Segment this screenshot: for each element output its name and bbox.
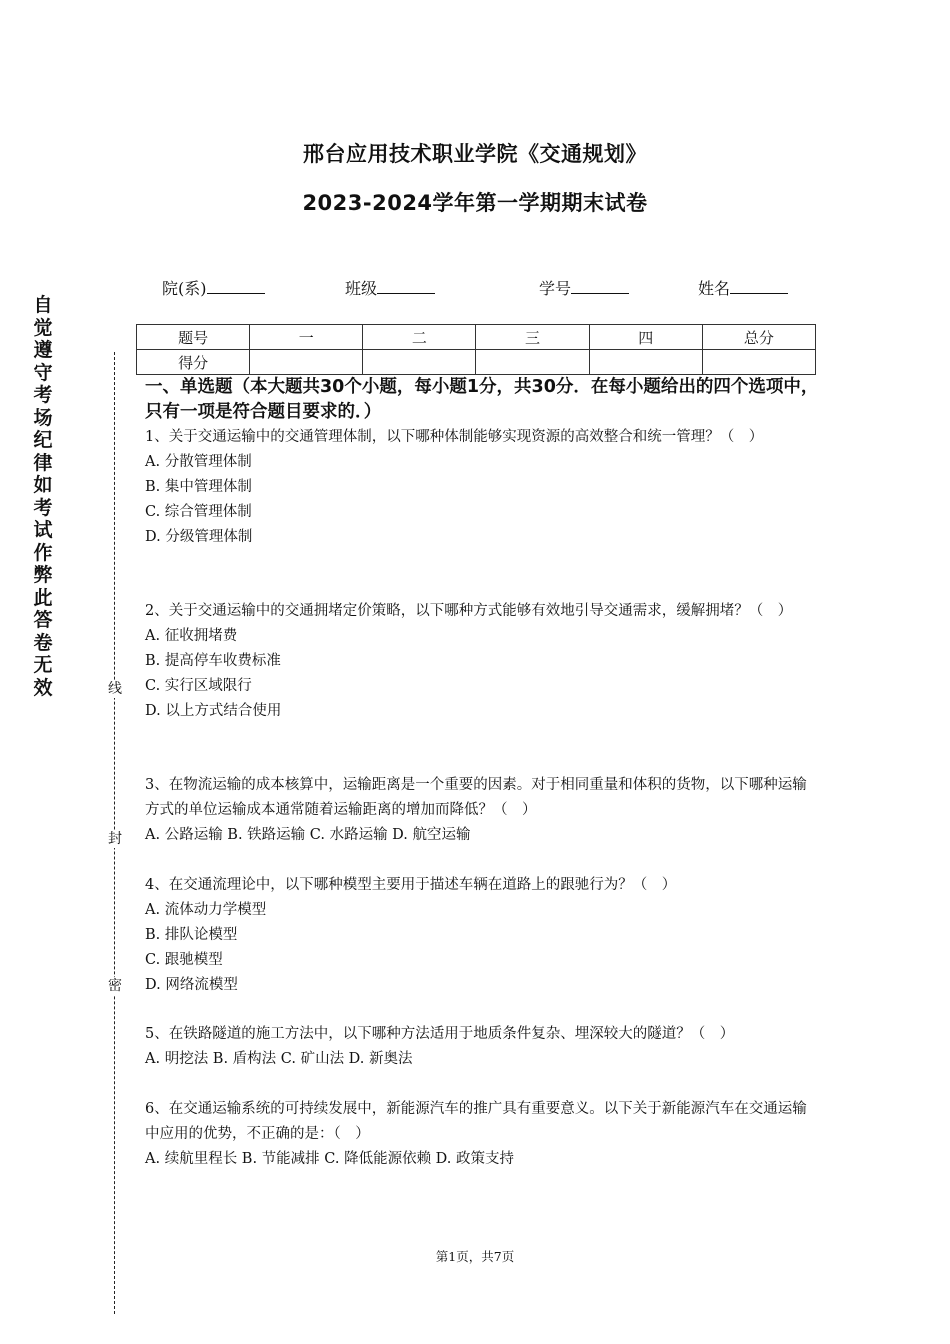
option-b: B. 提高停车收费标准	[145, 653, 281, 669]
question-6	[145, 1097, 817, 1172]
option-a: A. 分散管理体制	[145, 454, 252, 470]
notice-char: 此	[33, 586, 53, 609]
option-d: D. 以上方式结合使用	[145, 703, 282, 719]
option-line: A. 续航里程长 B. 节能减排 C. 降低能源依赖 D. 政策支持	[145, 1151, 515, 1167]
name-field	[698, 276, 788, 299]
score-header-cell: 总分	[702, 325, 815, 350]
notice-char: 效	[33, 676, 53, 699]
notice-char: 如	[33, 474, 53, 496]
notice-char: 场	[33, 406, 53, 429]
score-table-score-row	[137, 350, 816, 375]
student-id-field	[539, 276, 629, 299]
notice-char: 纪	[33, 429, 53, 451]
question-stem: 5、在铁路隧道的施工方法中，以下哪种方法适用于地质条件复杂、埋深较大的隧道？（ ）	[145, 1026, 735, 1042]
option-a: A. 流体动力学模型	[145, 902, 267, 918]
option-d: D. 网络流模型	[145, 977, 238, 993]
question-stem: 6、在交通运输系统的可持续发展中，新能源汽车的推广具有重要意义。以下关于新能源汽车在交通运输中应用的优势，不正确的是：（ ）	[145, 1101, 807, 1142]
notice-char: 作	[33, 541, 53, 564]
question-stem: 3、在物流运输的成本核算中，运输距离是一个重要的因素。对于相同重量和体积的货物，以下哪种运输方式的单位运输成本通常随着运输距离的增加而降低？（ ）	[145, 777, 807, 818]
notice-char: 答	[33, 609, 53, 631]
notice-char: 守	[33, 361, 53, 384]
score-header-cell: 四	[589, 325, 702, 350]
option-c: C. 跟驰模型	[145, 952, 223, 968]
class-label: 班级	[345, 279, 378, 298]
option-line: A. 公路运输 B. 铁路运输 C. 水路运输 D. 航空运输	[145, 827, 471, 843]
notice-char: 无	[33, 654, 53, 676]
exam-title-line2: 2023-2024学年第一学期期末试卷	[302, 191, 648, 215]
question-5	[145, 1022, 817, 1072]
department-label: 院(系)	[162, 279, 207, 298]
question-2	[145, 599, 817, 724]
notice-char: 自	[33, 294, 53, 316]
question-stem: 2、关于交通运输中的交通拥堵定价策略，以下哪种方式能够有效地引导交通需求，缓解拥堵？（ ）	[145, 603, 793, 619]
exam-discipline-notice	[30, 294, 56, 699]
notice-char: 试	[33, 519, 53, 541]
notice-char: 考	[33, 496, 53, 519]
student-id-blank[interactable]	[571, 279, 629, 294]
notice-char: 遵	[33, 339, 53, 361]
class-field	[345, 276, 435, 299]
question-4	[145, 873, 817, 998]
score-cell-2[interactable]	[363, 350, 476, 375]
score-cell-3[interactable]	[476, 350, 589, 375]
score-cell-1[interactable]	[250, 350, 363, 375]
seal-mark-line: 线	[108, 681, 122, 697]
class-blank[interactable]	[377, 279, 435, 294]
section-heading: 一、单选题（本大题共30个小题，每小题1分，共30分．在每小题给出的四个选项中，只有一项是符合题目要求的．）	[145, 377, 819, 422]
score-header-cell: 一	[250, 325, 363, 350]
notice-char: 律	[33, 451, 53, 474]
score-row-label: 得分	[137, 350, 250, 375]
name-blank[interactable]	[730, 279, 788, 294]
option-b: B. 排队论模型	[145, 927, 238, 943]
question-3	[145, 773, 817, 848]
name-label: 姓名	[698, 279, 731, 298]
option-line: A. 明挖法 B. 盾构法 C. 矿山法 D. 新奥法	[145, 1051, 413, 1067]
score-header-cell: 题号	[137, 325, 250, 350]
seal-mark-secret: 密	[108, 978, 122, 994]
page-footer: 第1页，共7页	[435, 1249, 515, 1264]
option-c: C. 综合管理体制	[145, 504, 252, 520]
option-a: A. 征收拥堵费	[145, 628, 238, 644]
student-id-label: 学号	[539, 279, 572, 298]
notice-char: 觉	[33, 316, 53, 339]
option-b: B. 集中管理体制	[145, 479, 252, 495]
option-c: C. 实行区域限行	[145, 678, 252, 694]
department-blank[interactable]	[207, 279, 265, 294]
option-d: D. 分级管理体制	[145, 529, 253, 545]
score-cell-total[interactable]	[702, 350, 815, 375]
notice-char: 弊	[33, 564, 53, 586]
score-header-cell: 三	[476, 325, 589, 350]
score-table-header-row	[137, 325, 816, 350]
exam-title-line1: 邢台应用技术职业学院《交通规划》	[303, 142, 647, 166]
score-header-cell: 二	[363, 325, 476, 350]
score-cell-4[interactable]	[589, 350, 702, 375]
question-1	[145, 425, 817, 550]
seal-mark-seal: 封	[108, 831, 122, 847]
notice-char: 考	[33, 384, 53, 406]
department-field	[162, 276, 265, 299]
question-stem: 1、关于交通运输中的交通管理体制，以下哪种体制能够实现资源的高效整合和统一管理？（ ）	[145, 429, 764, 445]
notice-char: 卷	[33, 631, 53, 654]
question-stem: 4、在交通流理论中，以下哪种模型主要用于描述车辆在道路上的跟驰行为？（ ）	[145, 877, 677, 893]
score-table	[136, 324, 816, 375]
